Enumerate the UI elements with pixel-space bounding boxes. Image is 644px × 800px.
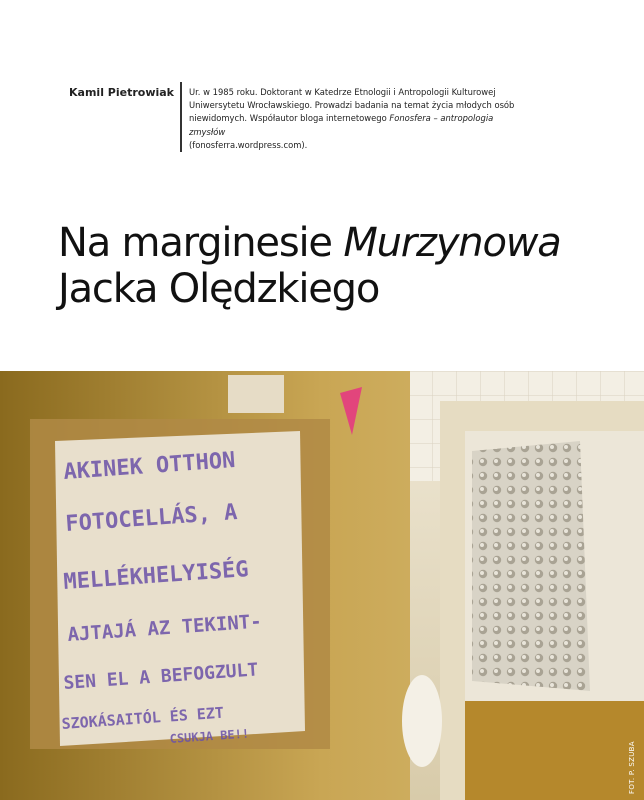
sign-text-line: MELLÉKHELYISÉG: [62, 557, 250, 595]
author-name: Kamil Pietrowiak: [69, 86, 174, 99]
bio-line: Uniwersytetu Wrocławskiego. Prowadzi badania na temat życia młodych osób: [189, 100, 515, 111]
photo-small-note: [228, 375, 284, 413]
title-italic: Murzynowa: [343, 220, 561, 266]
photo-illustration: [0, 371, 644, 800]
title-part: Na marginesie: [58, 220, 344, 266]
photo-toilet: [402, 675, 442, 767]
sign-text-line: SEN EL A BEFOGZULT: [62, 659, 259, 694]
sign-text-line: FOTOCELLÁS, A: [64, 500, 239, 537]
author-bio: [189, 86, 519, 152]
bio-divider: [180, 82, 182, 152]
article-photo: [0, 371, 644, 800]
bio-line: niewidomych. Współautor bloga internetowego: [189, 113, 390, 124]
article-title: [58, 220, 618, 312]
sign-text-line: CSUKJA BE!!: [169, 726, 250, 746]
bio-line: Ur. w 1985 roku. Doktorant w Katedrze Etnologii i Antropologii Kulturowej: [189, 87, 496, 97]
blog-url: (fonosferra.wordpress.com).: [189, 139, 308, 150]
photo-pattern-tiles: [472, 441, 590, 691]
photo-credit: [628, 710, 640, 794]
photo-floor: [465, 701, 644, 800]
sign-text-line: SZOKÁSAITÓL ÉS EZT: [61, 703, 225, 733]
title-line2: Jacka Olędzkiego: [58, 266, 380, 312]
sign-text-line: AKINEK OTTHON: [62, 448, 237, 485]
blog-name: Fonosfera – antropologia zmysłów: [189, 113, 494, 137]
photo-credit-text: FOT. P. SZUBA: [628, 741, 636, 794]
sign-text-line: AJTAJÁ AZ TEKINT-: [66, 610, 263, 646]
